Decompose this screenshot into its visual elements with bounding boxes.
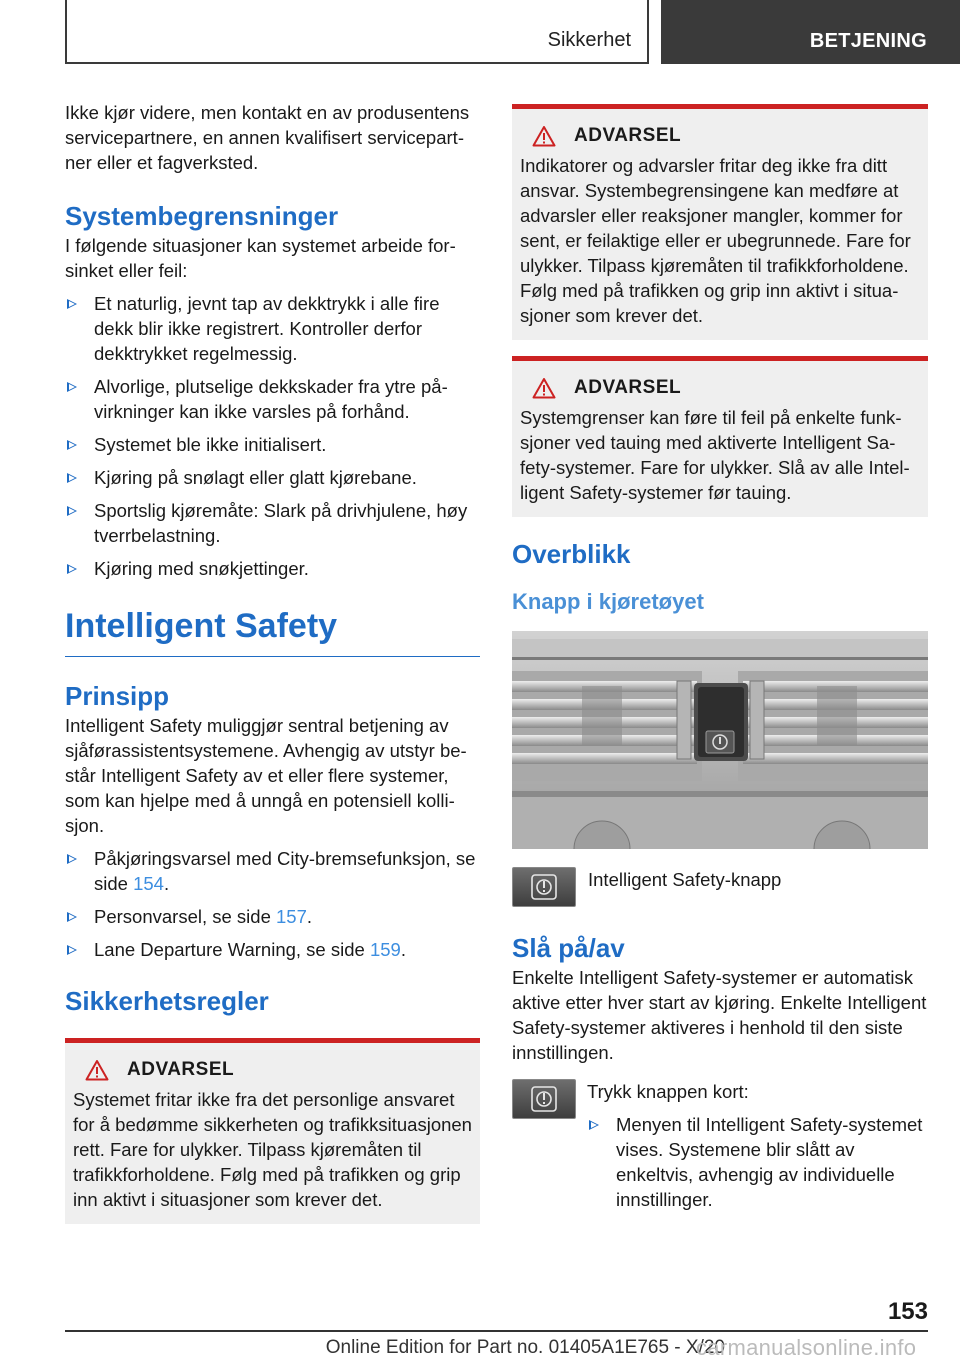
triangle-bullet-icon <box>589 1120 599 1130</box>
overview-subheading: Knapp i kjøretøyet <box>512 589 704 614</box>
triangle-bullet-icon <box>67 854 77 864</box>
header-section-title: Sikkerhet <box>547 29 631 51</box>
button-label: Intelligent Safety-knapp <box>588 869 782 890</box>
warning-triangle-icon <box>532 125 556 147</box>
page-ref-link[interactable]: 159 <box>369 939 401 960</box>
toggle-heading: Slå på/av <box>512 933 625 963</box>
limits-heading: Systembegrensninger <box>65 201 339 231</box>
principle-list <box>65 846 480 962</box>
warning-text: Systemgrenser kan føre til feil på enkelte funksjoner ved tauing med aktiverte Intelligent Safety-systemer. Fare for ulykker. Slå av alle Intelligent Safety-systemer før tauing. <box>520 407 910 503</box>
list-item: Kjøring med snøkjettinger. <box>65 556 480 581</box>
warning-box <box>512 356 928 517</box>
warning-title: ADVARSEL <box>520 377 920 399</box>
footer-divider <box>65 1330 928 1332</box>
warning-text: Indikatorer og advarsler fritar deg ikke fra ditt ansvar. Systembegrensingene kan medføre at advarsler eller reaksjoner mangler, kommer for sent, er feilaktige eller er ubegrunnede. Fare for ulykker. Tilpass kjøremåten til trafikkforholdene. Følg med på trafikken og grip inn aktivt i situasjoner som krever det. <box>520 155 911 326</box>
triangle-bullet-icon <box>67 945 77 955</box>
triangle-bullet-icon <box>67 506 77 516</box>
list-item: Kjøring på snølagt eller glatt kjørebane. <box>65 465 480 490</box>
intelligent-safety-button-icon <box>512 1079 576 1119</box>
press-instruction <box>512 1079 928 1212</box>
warning-box <box>512 104 928 340</box>
toggle-paragraph: Enkelte Intelligent Safety-systemer er automatisk aktive etter hver start av kjøring. Enkelte Intelligent Safety-systemer aktiveres i henhold til den siste innstillingen. <box>512 967 927 1063</box>
dashboard-photo <box>512 631 928 849</box>
page-ref-link[interactable]: 157 <box>276 906 307 927</box>
dashboard-vents-image <box>512 631 928 849</box>
watermark: carmanualsonline.info <box>696 1335 917 1360</box>
list-item: Alvorlige, plutselige dekkskader fra ytre påvirkninger kan ikke varsles på forhånd. <box>65 374 480 424</box>
page-number: 153 <box>887 1298 928 1325</box>
triangle-bullet-icon <box>67 440 77 450</box>
header-chapter-tab <box>661 0 960 64</box>
list-item: Et naturlig, jevnt tap av dekktrykk i alle fire dekk blir ikke registrert. Kontroller derfor dekktrykket regelmessig. <box>65 291 480 366</box>
intelligent-safety-button-icon <box>512 867 576 907</box>
right-column <box>512 104 928 1212</box>
main-title: Intelligent Safety <box>65 607 480 657</box>
header-chapter-title: BETJENING <box>809 30 927 52</box>
warning-triangle-icon <box>532 377 556 399</box>
header-section-box <box>65 0 649 64</box>
triangle-bullet-icon <box>67 299 77 309</box>
triangle-bullet-icon <box>67 564 77 574</box>
intro-paragraph: Ikke kjør videre, men kontakt en av produsentens servicepartnere, en annen kvalifisert servicepartner eller et fagverksted. <box>65 102 470 173</box>
principle-heading: Prinsipp <box>65 681 170 711</box>
limits-list <box>65 291 480 581</box>
safety-heading: Sikkerhetsregler <box>65 986 269 1016</box>
warning-text: Systemet fritar ikke fra det personlige ansvaret for å bedømme sikkerheten og trafikksituasjonen rett. Fare for ulykker. Tilpass kjøremåten til trafikkforholdene. Følg med på trafikken og grip inn aktivt i situasjoner som krever det. <box>73 1089 472 1210</box>
warning-box <box>65 1038 480 1224</box>
limits-paragraph: I følgende situasjoner kan systemet arbeide forsinket eller feil: <box>65 235 456 281</box>
overview-heading: Overblikk <box>512 539 631 569</box>
page-ref-link[interactable]: 154 <box>133 873 164 894</box>
triangle-bullet-icon <box>67 912 77 922</box>
principle-paragraph: Intelligent Safety muliggjør sentral betjening av sjåførassistentsystemene. Avhengig av utstyr består Intelligent Safety av et eller flere systemer, som kan hjelpe med å unngå en potensiell kollisjon. <box>65 715 467 836</box>
list-item: Lane Departure Warning, se side 159. <box>65 937 480 962</box>
list-item: Menyen til Intelligent Safety-systemet vises. Systemene blir slått av enkeltvis, avhengig av individuelle innstillinger. <box>587 1112 923 1212</box>
button-legend <box>512 867 928 907</box>
warning-triangle-icon <box>85 1059 109 1081</box>
triangle-bullet-icon <box>67 473 77 483</box>
warning-title: ADVARSEL <box>73 1059 472 1081</box>
edition-text: Online Edition for Part no. 01405A1E765 - X/20 <box>325 1337 725 1358</box>
list-item: Systemet ble ikke initialisert. <box>65 432 480 457</box>
list-item: Personvarsel, se side 157. <box>65 904 480 929</box>
list-item: Sportslig kjøremåte: Slark på drivhjulene, høy tverrbelastning. <box>65 498 480 548</box>
toggle-list <box>587 1112 923 1212</box>
left-column <box>65 100 480 1224</box>
warning-title: ADVARSEL <box>520 125 920 147</box>
triangle-bullet-icon <box>67 382 77 392</box>
list-item: Påkjøringsvarsel med City-bremsefunksjon, se side 154. <box>65 846 480 896</box>
press-text: Trykk knappen kort: <box>587 1081 749 1102</box>
